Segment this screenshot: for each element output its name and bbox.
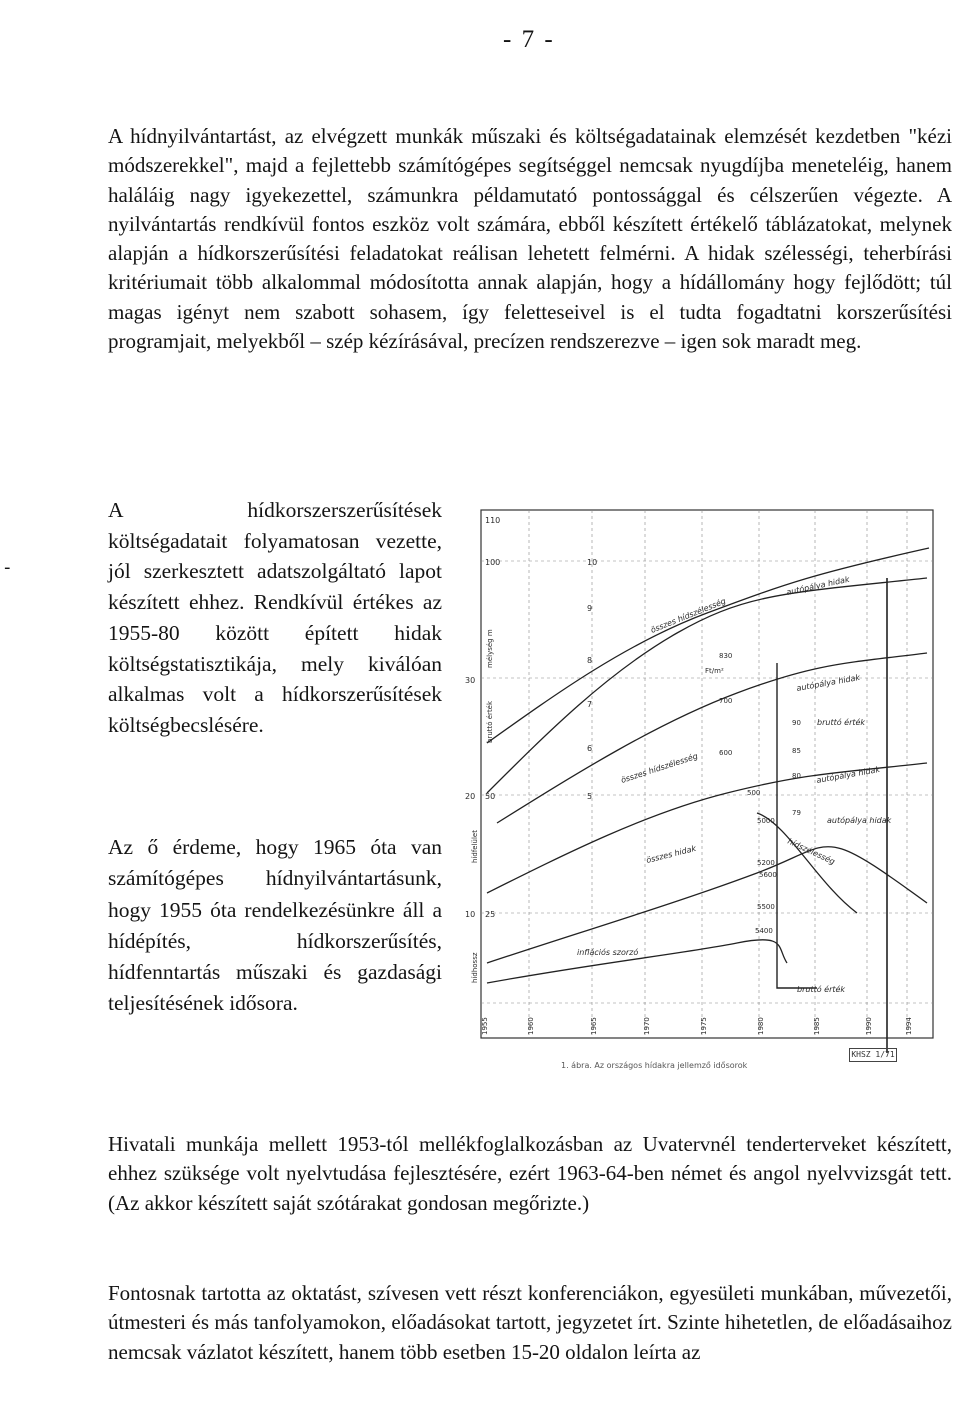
anno-85: 85 — [792, 747, 801, 755]
figure-stamp: KHSZ 1/71 — [849, 1048, 897, 1062]
anno-90: 90 — [792, 719, 801, 727]
tick-25: 25 — [485, 910, 496, 919]
anno-5000: 5000 — [757, 817, 775, 825]
anno-5200: 5200 — [757, 859, 775, 867]
curve-inflacios-szorzo — [487, 940, 787, 983]
paragraph-teaching: Fontosnak tartotta az oktatást, szívesen vett részt konferenciákon, egyesületi munkában, művezetői, útmesteri és más tanfolyamokon, előadásokat tartott, jegyzetet írt. Szinte hihetetlen, de előadásaihoz nemcsak vázlatot készített, hanem több esetben 15-20 oldalon leírta az — [108, 1281, 952, 1364]
curve-hidszelesseg — [487, 847, 927, 963]
year-1990: 1990 — [865, 1017, 873, 1035]
curve-ossz-hidszelesseg — [487, 548, 929, 743]
paragraph-intro: A hídnyilvántartást, az elvégzett munkák műszaki és költségadatainak elemzését kezdetben "kézi módszerekkel", majd a fejlettebb számítógépes segítséggel nemcsak nyugdíjba meneteléig, hanem haláláig nagy igyekezettel, számunkra példamutató pontossággal és célszerűen végezte. A nyilvántartás rendkívül fontos eszköz volt számára, ebből készített értékelő táblázatokat, melynek alapján a hídkorszerűsítési feladatokat reálisan lehetett felmérni. A hidak szélességi, teherbírási kritériumait több alkalommal módosította annak alapján, hogy a hídállomány hogy fejlődött; túl magas igényt nem szabott sohasem, így feletteseivel is el tudta fogadtatni korszerűsítési programjait, melyekből – szép kézírásával, precízen rendszerezve – igen sok maradt meg. — [108, 124, 952, 354]
anno-5600: 5600 — [759, 871, 777, 879]
label-osszes-hidak: összes hidak — [645, 843, 697, 865]
figure-curves — [487, 548, 929, 1053]
paragraph-uvaterv: Hivatali munkája mellett 1953-tól mellékfoglalkozásban az Uvatervnél tenderterveket készített, ehhez szüksége volt nyelvtudása fejlesztésére, ezért 1963-64-ben német és angol nyelvvizsgát tett. (Az akkor készített saját szótárakat gondosan megőrizte.) — [108, 1132, 952, 1215]
axis-title-length: hídhossz — [471, 952, 479, 983]
anno-ftm2: Ft/m² — [705, 667, 724, 675]
curve-vertical-inner — [777, 663, 817, 988]
label-autopalya-hidak-3: autópálya hidak — [815, 764, 881, 785]
paragraph-registry: Az ő érdeme, hogy 1965 óta van számítógépes hídnyilvántartásunk, hogy 1955 óta rendelkezésünkre áll a hídépítés, hídkorszerűsítés, hídfenntartás műszaki és gazdasági teljesítésének idősora. — [108, 835, 442, 1016]
page-number: - 7 - — [503, 26, 555, 53]
tick-inner-9: 9 — [587, 604, 593, 613]
year-1975: 1975 — [700, 1017, 708, 1035]
label-autopalya-hidak-2: autópálya hidak — [795, 672, 861, 693]
tick-20: 20 — [465, 792, 476, 801]
figure-time-series — [457, 493, 944, 1093]
tick-30: 30 — [465, 676, 476, 685]
axis-title-depth: mélység m — [486, 629, 494, 668]
anno-5400: 5400 — [755, 927, 773, 935]
label-autopalya-hidak-4: autópálya hidak — [827, 816, 892, 825]
tick-inner-5: 5 — [587, 792, 593, 801]
figure-caption: 1. ábra. Az országos hídakra jellemző idősorok — [561, 1061, 748, 1070]
figure-chart — [457, 493, 944, 1093]
label-brutto-ertek-2: bruttó érték — [797, 985, 846, 994]
year-1960: 1960 — [527, 1017, 535, 1035]
anno-80: 80 — [792, 772, 801, 780]
paragraph-cost-data: A hídkorszerszerűsítések költségadatait folyamatosan vezette, jól szerkesztett adatszolgáltató lapot készített ehhez. Rendkívül értékes az 1955-80 között épített hidak költségstatisztikája, mely kiválóan alkalmas volt a hídkorszerűsítések költségbecslésére. — [108, 498, 442, 737]
tick-inner-7: 7 — [587, 700, 593, 709]
tick-inner-6: 6 — [587, 744, 593, 753]
anno-500: 500 — [747, 789, 761, 797]
tick-inner-8: 8 — [587, 656, 593, 665]
axis-title-surface: hídfelület — [471, 830, 479, 863]
label-ossz-hidszelesseg: összes hídszélesség — [649, 596, 728, 635]
anno-700: 700 — [719, 697, 733, 705]
tick-110: 110 — [485, 516, 501, 525]
year-1994: 1994 — [905, 1017, 913, 1035]
anno-600: 600 — [719, 749, 733, 757]
year-1970: 1970 — [643, 1017, 651, 1035]
label-hidszelesseg: hídszélesség — [786, 836, 837, 867]
tick-100: 100 — [485, 558, 501, 567]
axis-title-gross: bruttó érték — [486, 700, 494, 743]
anno-79: 79 — [792, 809, 801, 817]
year-1955: 1955 — [481, 1017, 489, 1035]
label-osszes-hidszelesseg-2: összes hídszélesség — [619, 751, 699, 785]
year-1965: 1965 — [590, 1017, 598, 1035]
margin-mark: - — [4, 557, 11, 578]
tick-inner-10: 10 — [587, 558, 598, 567]
label-bruttoertek: bruttó érték — [817, 718, 866, 727]
year-1985: 1985 — [813, 1017, 821, 1035]
anno-5500: 5500 — [757, 903, 775, 911]
year-1980: 1980 — [757, 1017, 765, 1035]
label-autopalya-hidak: autópálya hidak — [785, 574, 851, 597]
curve-osszes-hidak — [487, 763, 927, 893]
anno-830: 830 — [719, 652, 733, 660]
label-inflacios-szorzo: inflációs szorzó — [577, 948, 639, 957]
tick-50: 50 — [485, 792, 496, 801]
tick-10: 10 — [465, 910, 476, 919]
